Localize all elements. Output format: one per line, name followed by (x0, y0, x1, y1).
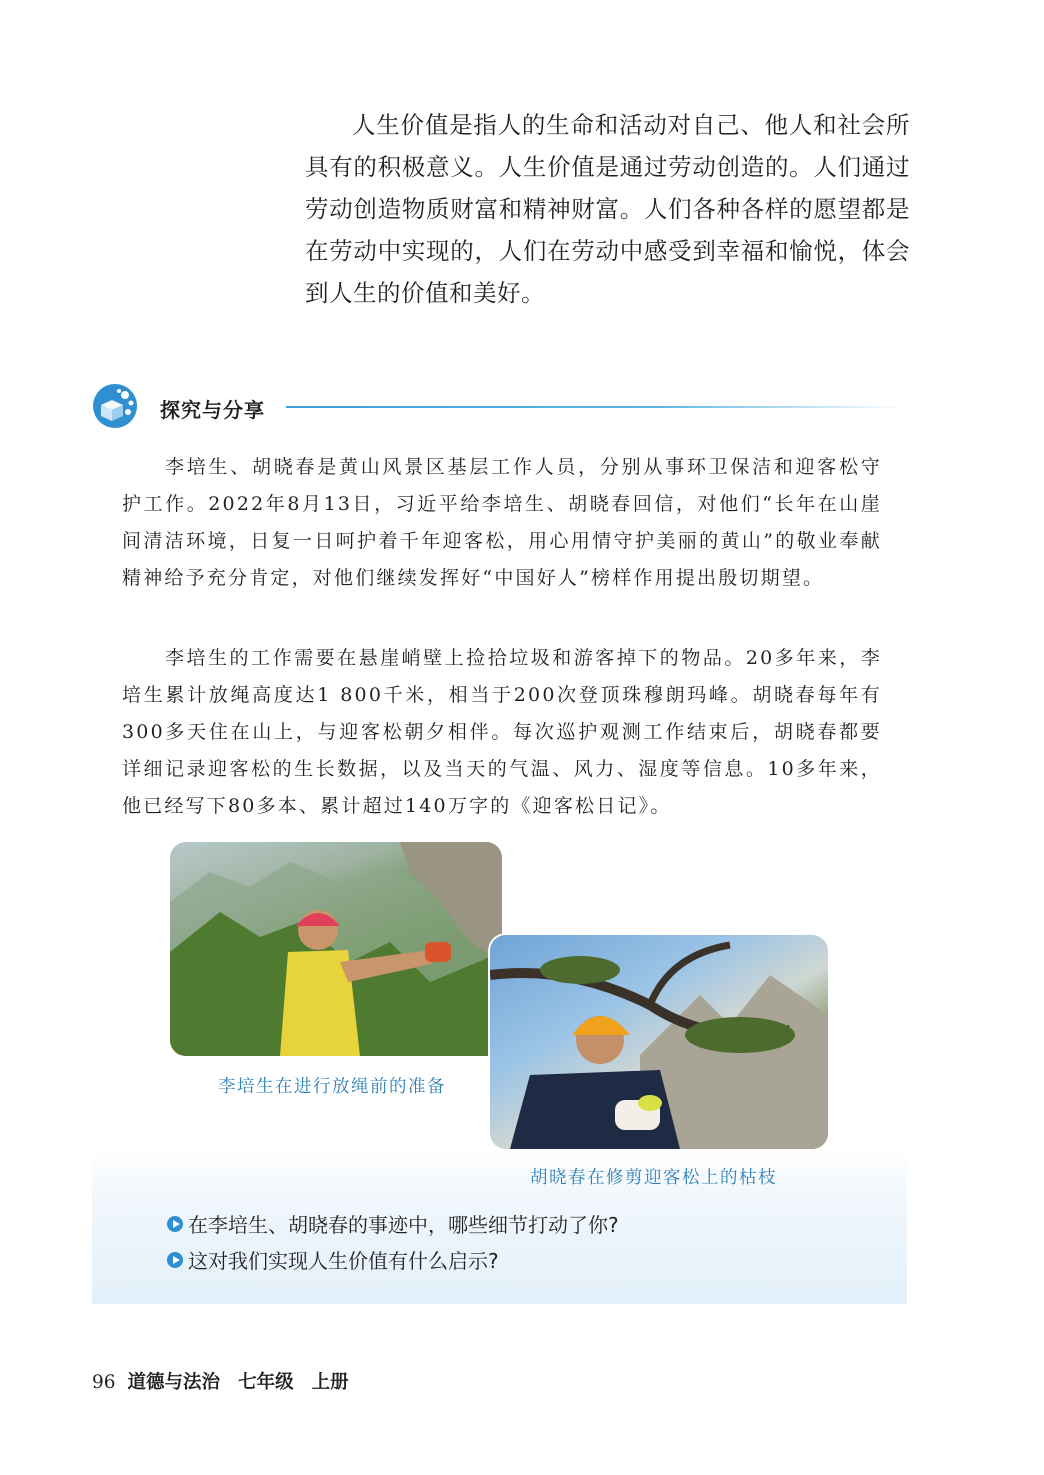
body-paragraph-2: 李培生的工作需要在悬崖峭壁上捡拾垃圾和游客掉下的物品。20多年来，李培生累计放绳高度达1 800千米，相当于200次登顶珠穆朗玛峰。胡晓春每年有300多天住在山上，与迎客松朝夕相伴。每次巡护观测工作结束后，胡晓春都要详细记录迎客松的生长数据，以及当天的气温、风力、湿度等信息。10多年来，他已经写下80多本、累计超过140万字的《迎客松日记》。 (122, 647, 882, 817)
page-footer (92, 1368, 349, 1394)
play-bullet-icon (167, 1252, 183, 1268)
question-item (167, 1209, 619, 1238)
photo-hu-xiaochun (490, 935, 828, 1149)
play-bullet-icon (167, 1216, 183, 1232)
question-text: 在李培生、胡晓春的事迹中，哪些细节打动了你? (188, 1213, 619, 1237)
book-volume: 上册 (311, 1372, 349, 1393)
question-text: 这对我们实现人生价值有什么启示? (188, 1249, 499, 1273)
book-subject: 道德与法治 (127, 1372, 221, 1393)
section-title: 探究与分享 (160, 398, 265, 422)
book-grade: 七年级 (238, 1372, 294, 1393)
cube-bubbles-icon (92, 383, 138, 429)
photo-caption-1: 李培生在进行放绳前的准备 (218, 1077, 446, 1097)
pine-tree-scene-image (490, 935, 828, 1149)
intro-paragraph: 人生价值是指人的生命和活动对自己、他人和社会所具有的积极意义。人生价值是通过劳动创造的。人们通过劳动创造物质财富和精神财富。人们各种各样的愿望都是在劳动中实现的，人们在劳动中感受到幸福和愉悦，体会到人生的价值和美好。 (305, 111, 910, 307)
photo-li-peisheng (170, 842, 502, 1056)
photo-caption-2: 胡晓春在修剪迎客松上的枯枝 (530, 1168, 777, 1188)
question-item (167, 1245, 499, 1274)
mountain-scene-image (170, 842, 502, 1056)
body-paragraph-1: 李培生、胡晓春是黄山风景区基层工作人员，分别从事环卫保洁和迎客松守护工作。2022年8月13日，习近平给李培生、胡晓春回信，对他们“长年在山崖间清洁环境，日复一日呵护着千年迎客松，用心用情守护美丽的黄山”的敬业奉献精神给予充分肯定，对他们继续发挥好“中国好人”榜样作用提出殷切期望。 (122, 456, 882, 589)
section-divider (286, 406, 906, 408)
page-number: 96 (92, 1372, 116, 1393)
